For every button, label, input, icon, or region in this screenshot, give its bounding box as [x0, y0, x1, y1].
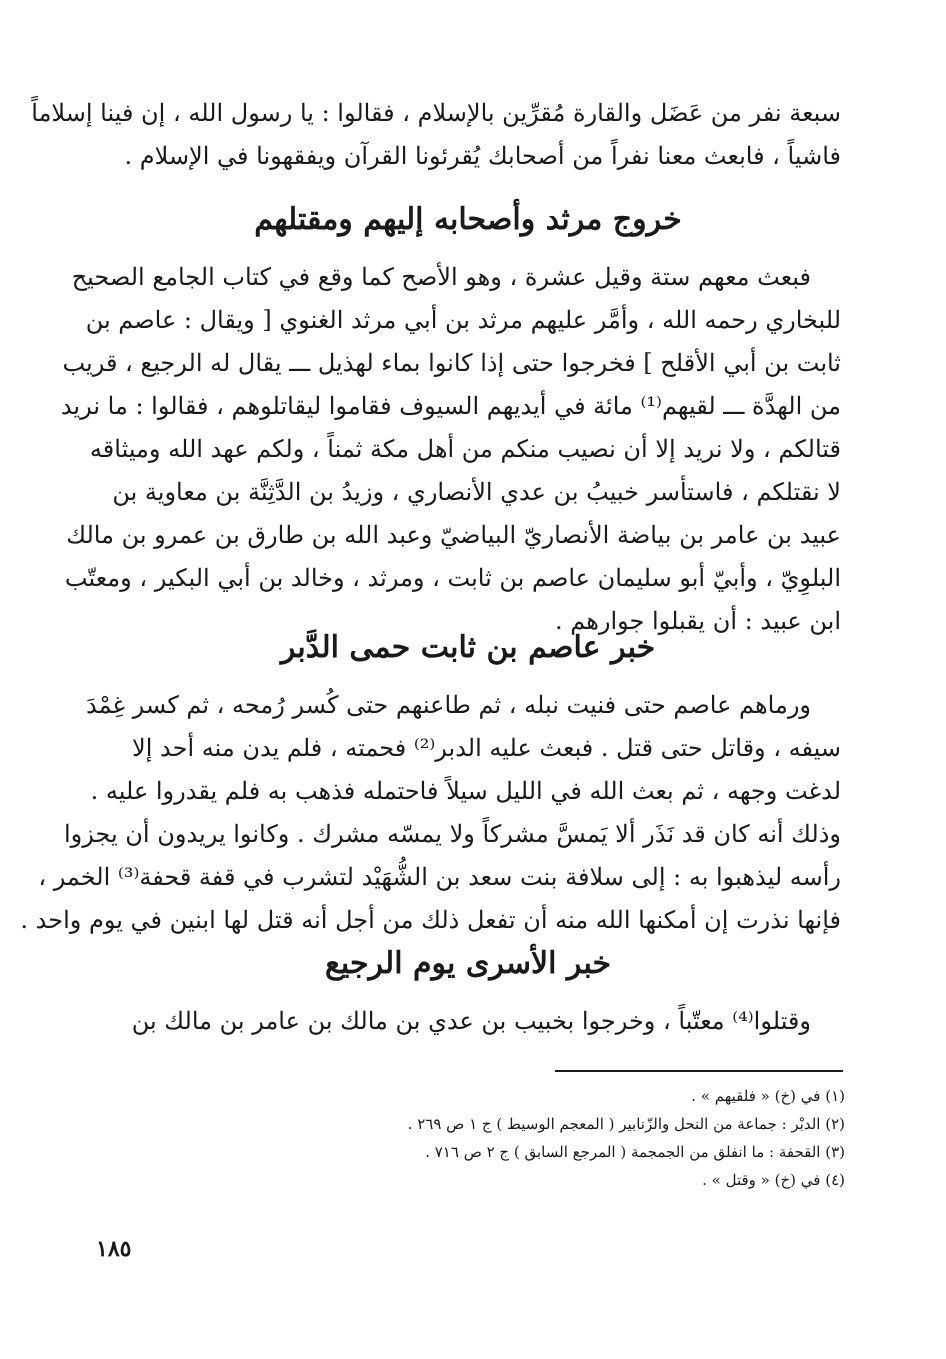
text-line: ابن عبيد : أن يقبلوا جوارهم .	[555, 607, 841, 635]
page-number: ١٨٥	[96, 1236, 132, 1262]
text-line: رأسه ليذهبوا به : إلى سلافة بنت سعد بن الشُّهَيْد لتشرب في قفة قحفة⁽³⁾ الخمر ،	[38, 863, 841, 891]
text-line: قتالكم ، ولا نريد إلا أن نصيب منكم من أهل مكة ثمناً ، ولكم عهد الله وميثاقه	[89, 435, 841, 463]
text-line: فبعث معهم ستة وقيل عشرة ، وهو الأصح كما وقع في كتاب الجامع الصحيح	[71, 263, 811, 291]
text-line: سبعة نفر من عَضَل والقارة مُقرِّين بالإسلام ، فقالوا : يا رسول الله ، إن فينا إسلاماً	[31, 99, 841, 127]
text-line: وذلك أنه كان قد نَذَر ألا يَمسَّ مشركاً ولا يمسّه مشرك . وكانوا يريدون أن يجزوا	[64, 820, 841, 848]
text-line: ورماهم عاصم حتى فنيت نبله ، ثم طاعنهم حتى كُسر رُمحه ، ثم كسر غِمْدَ	[86, 691, 811, 719]
text-line: من الهدَّة ـــ لقيهم⁽¹⁾ مائة في أيديهم السيوف فقاموا ليقاتلوهم ، فقالوا : ما نريد	[60, 392, 841, 420]
footnote-item: (١) في (خ) « فلقيهم » .	[691, 1087, 845, 1105]
text-line: لا نقتلكم ، فاستأسر خبيبُ بن عدي الأنصاري ، وزيدُ بن الدَّثِنَّة بن معاوية بن	[112, 478, 841, 506]
footnote-item: (٢) الدبْر : جماعة من النحل والزّنابير ( المعجم الوسيط ) ج ١ ص ٢٦٩ .	[407, 1115, 845, 1133]
text-line: فإنها نذرت إن أمكنها الله منه أن تفعل ذلك من أجل أنه قتل لها ابنين في يوم واحد .	[20, 906, 841, 934]
text-line: للبخاري رحمه الله ، وأمَّر عليهم مرثد بن أبي مرثد الغنوي [ ويقال : عاصم بن	[85, 306, 841, 334]
paragraph-captives	[95, 1000, 841, 1043]
footnote-item: (٤) في (خ) « وقتل » .	[702, 1171, 845, 1189]
section-heading-marthad: خروج مرثد وأصحابه إليهم ومقتلهم	[254, 202, 682, 237]
text-line: عبيد بن عامر بن بياضة الأنصاريّ البياضيّ وعبد الله بن طارق بن عمرو بن مالك	[66, 521, 841, 549]
section-heading-asim: خبر عاصم بن ثابت حمى الدَّبر	[280, 630, 656, 665]
section-heading-captives: خبر الأسرى يوم الرجيع	[324, 946, 612, 981]
footnote-divider	[555, 1070, 843, 1072]
text-line: فاشياً ، فابعث معنا نفراً من أصحابك يُقرئونا القرآن ويفقهونا في الإسلام .	[124, 142, 841, 170]
footnotes	[255, 1082, 845, 1194]
text-line: ثابت بن أبي الأقلح ] فخرجوا حتى إذا كانوا بماء لهذيل ـــ يقال له الرجيع ، قريب	[62, 349, 841, 377]
text-line: وقتلوا⁽⁴⁾ معتّباً ، وخرجوا بخبيب بن عدي بن مالك بن عامر بن مالك بن	[131, 1007, 811, 1035]
footnote-item: (٣) القحفة : ما انفلق من الجمجمة ( المرجع السابق ) ج ٢ ص ٧١٦ .	[425, 1143, 845, 1161]
paragraph-asim	[20, 684, 841, 942]
text-line: سيفه ، وقاتل حتى قتل . فبعث عليه الدبر⁽²⁾ فحمته ، فلم يدن منه أحد إلا	[132, 734, 841, 762]
text-line: لدغت وجهه ، ثم بعث الله في الليل سيلاً فاحتمله فذهب به فلم يقدروا عليه .	[90, 777, 841, 805]
paragraph-opening	[31, 92, 841, 178]
text-line: البلوِيّ ، وأبيّ أبو سليمان عاصم بن ثابت ، ومرثد ، وخالد بن أبي البكير ، ومعتّب	[64, 564, 841, 592]
paragraph-marthad	[60, 256, 841, 643]
